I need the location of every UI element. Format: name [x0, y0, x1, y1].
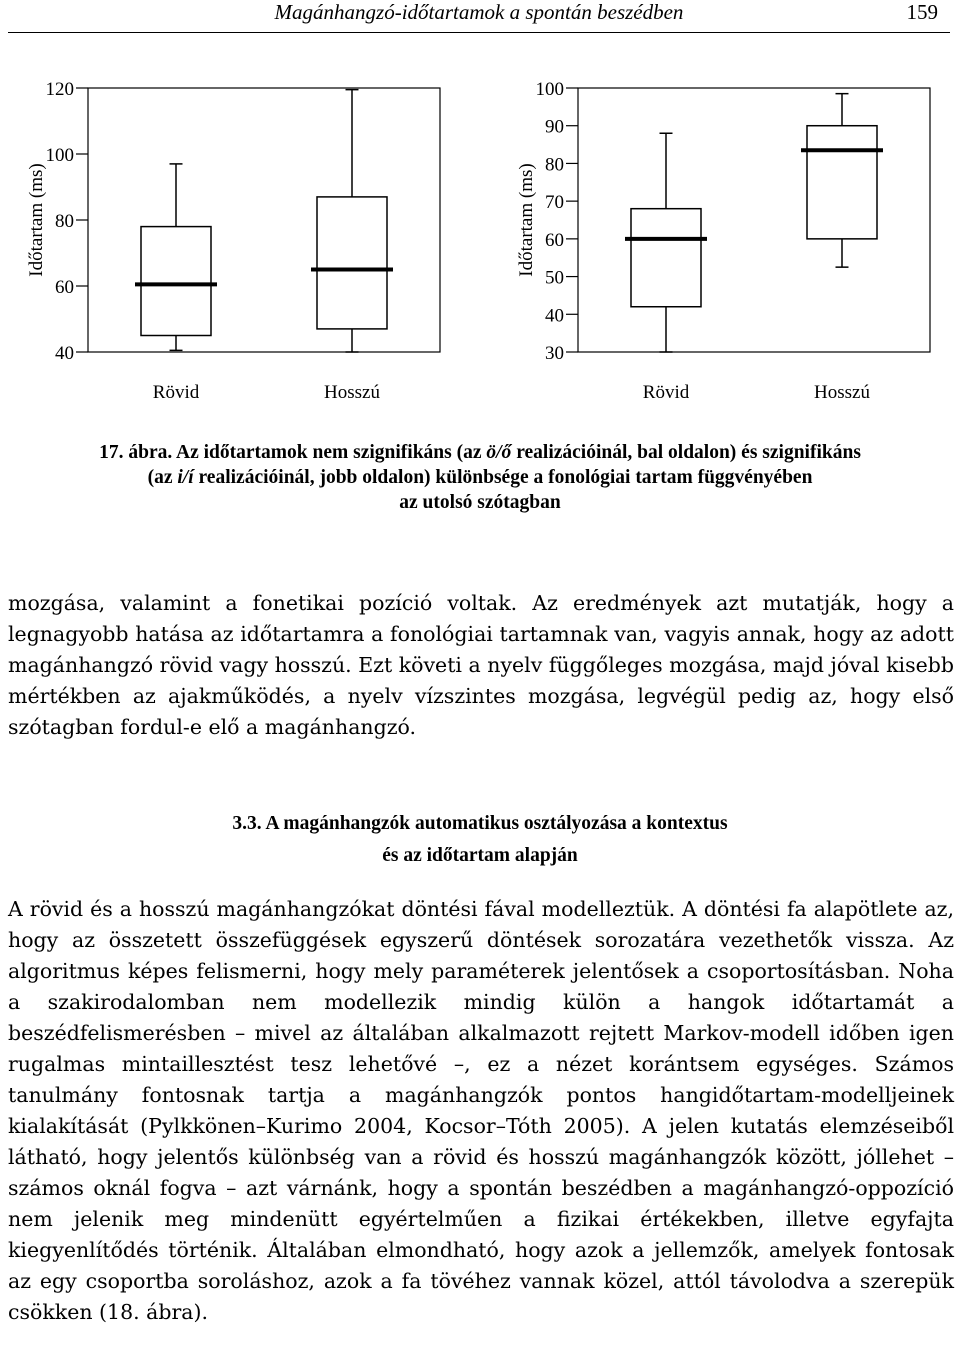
y-axis	[26, 79, 88, 364]
plot-area	[26, 79, 440, 403]
page-number: 159	[906, 0, 938, 24]
y-tick-label: 70	[545, 192, 564, 214]
x-category-label: Hosszú	[814, 382, 870, 403]
y-tick-label: 90	[545, 116, 564, 138]
section-heading	[0, 808, 960, 872]
caption-line-1: 17. ábra. Az időtartamok nem szignifikáns (az ö/ő realizációinál, bal oldalon) és szignifikáns	[99, 442, 861, 463]
x-category-label: Rövid	[152, 382, 200, 403]
iqr-box	[141, 227, 211, 336]
section-title-line-1: A magánhangzók automatikus osztályozása a kontextus	[261, 813, 728, 834]
y-axis	[516, 79, 578, 364]
running-header	[8, 0, 950, 33]
boxplot-right	[490, 60, 960, 430]
y-tick-label: 30	[545, 343, 564, 364]
body-paragraph-2: A rövid és a hosszú magánhangzókat döntési fával modelleztük. A döntési fa alapötlete az, hogy az összetett összefüggések egyszerű döntések sorozatára vezethetők vissza. Az algoritmus képes felismerni, hogy mely paraméterek jelentősek a csoportosításban. Noha a szakirodalomban nem modellezik mindig külön a hangok időtartamát a beszédfelismerésben – mivel az általában alkalmazott rejtett Markov-modell időben igen rugalmas mintaillesztést tesz lehetővé –, ez a nézet korántsem egységes. Számos tanulmány fontosnak tartja a magánhangzók pontos hangidőtartam-modelljeinek kialakítását (Pylkkönen–Kurimo 2004, Kocsor–Tóth 2005). A jelen kutatás elemzéseiből látható, hogy jelentős különbség van a rövid és hosszú magánhangzók között, jóllehet – számos oknál fogva – azt várnánk, hogy a spontán beszédben a magánhangzó-oppozíció nem jelenik meg mindenütt egyértelműen a fizikai értékekben, illetve egyfajta kiegyenlítődés történik. Általában elmondható, hogy azok a jellemzők, amelyek fontosak az egy csoportba soroláshoz, azok a fa tövéhez vannak közel, attól távolodva a szerepük csökken (18. ábra).	[8, 897, 954, 1324]
y-tick-label: 100	[535, 79, 564, 100]
y-tick-label: 40	[55, 343, 74, 364]
y-axis-label: Időtartam (ms)	[516, 163, 537, 277]
section-number: 3.3.	[232, 813, 262, 834]
plot-area	[516, 79, 930, 403]
iqr-box	[631, 209, 701, 307]
y-tick-label: 60	[55, 277, 74, 298]
y-axis-label: Időtartam (ms)	[26, 163, 47, 277]
y-tick-label: 100	[45, 145, 74, 166]
caption-line-3: az utolsó szótagban	[399, 492, 561, 513]
x-category-label: Rövid	[642, 382, 690, 403]
caption-line-2: (az i/í realizációinál, jobb oldalon) különbsége a fonológiai tartam függvényében	[147, 467, 813, 488]
box-rövid	[625, 133, 707, 403]
figure-caption	[20, 440, 940, 515]
body-paragraph-1: mozgása, valamint a fonetikai pozíció voltak. Az eredmények azt mutatják, hogy a legnagyobb hatása az időtartamra a fonológiai tartamnak van, vagyis annak, hogy az adott magánhangzó rövid vagy hosszú. Ezt követi a nyelv függőleges mozgása, majd jóval kisebb mértékben az ajakműködés, a nyelv vízszintes mozgása, legvégül pedig az, hogy első szótagban fordul-e elő a magánhangzó.	[8, 591, 954, 739]
y-tick-label: 40	[545, 305, 564, 327]
y-tick-label: 60	[545, 229, 564, 251]
section-title-line-2: és az időtartam alapján	[382, 845, 578, 866]
box-hosszú	[801, 94, 883, 403]
iqr-box	[317, 197, 387, 329]
running-title: Magánhangzó-időtartamok a spontán beszédben	[274, 0, 684, 24]
boxplot-left	[0, 60, 470, 430]
y-tick-label: 50	[545, 267, 564, 289]
y-tick-label: 80	[545, 154, 564, 176]
iqr-box	[807, 126, 877, 239]
box-hosszú	[311, 90, 393, 403]
y-tick-label: 120	[45, 79, 74, 100]
figure-label: 17. ábra.	[99, 442, 173, 463]
box-rövid	[135, 164, 217, 403]
y-tick-label: 80	[55, 211, 74, 232]
x-category-label: Hosszú	[324, 382, 380, 403]
